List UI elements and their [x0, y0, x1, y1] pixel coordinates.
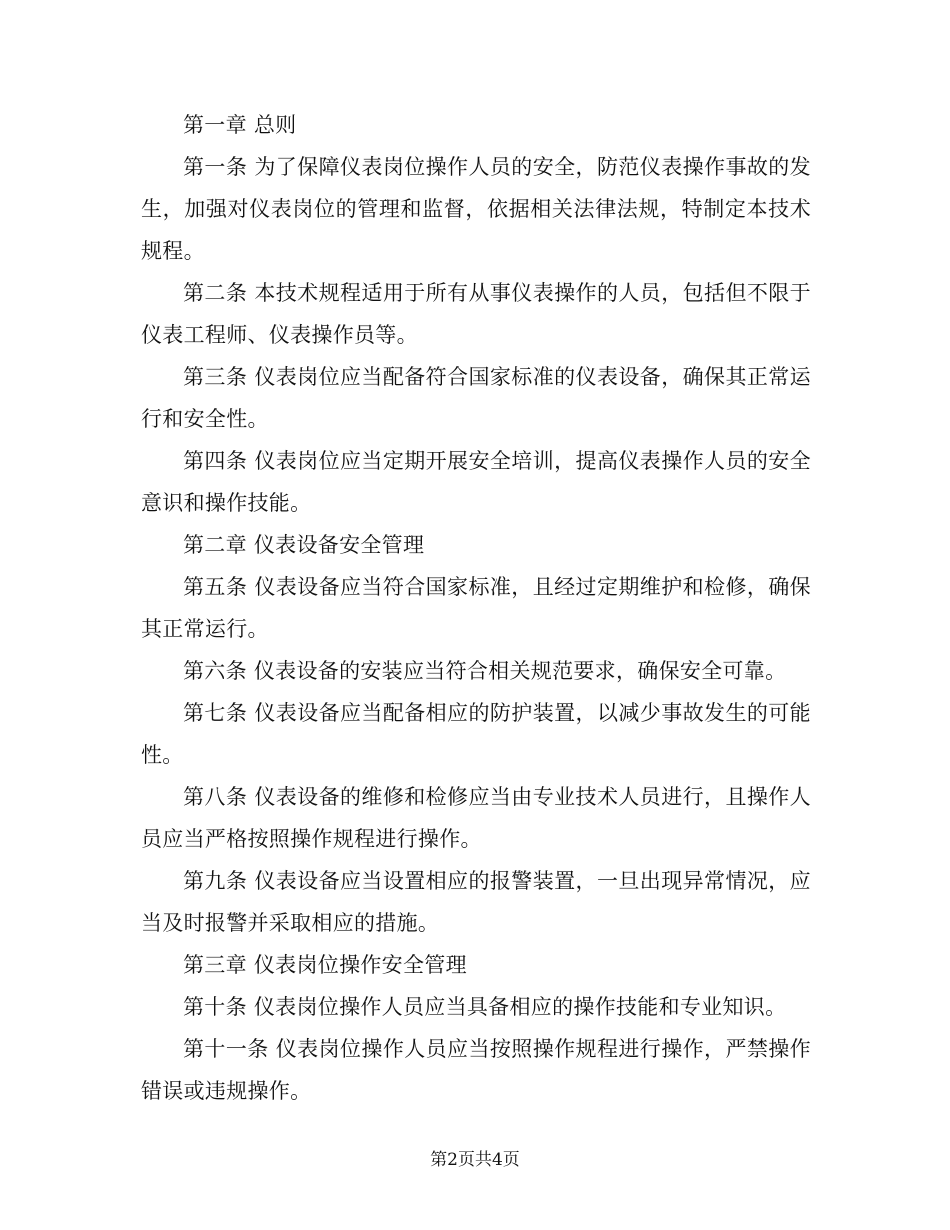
article-paragraph: 第十一条 仪表岗位操作人员应当按照操作规程进行操作，严禁操作错误或违规操作。: [141, 1037, 811, 1103]
article-paragraph: 第二条 本技术规程适用于所有从事仪表操作的人员，包括但不限于仪表工程师、仪表操作员等。: [141, 281, 811, 347]
article-paragraph: 第七条 仪表设备应当配备相应的防护装置，以减少事故发生的可能性。: [141, 701, 811, 767]
article-paragraph: 第十条 仪表岗位操作人员应当具备相应的操作技能和专业知识。: [183, 995, 787, 1019]
article-paragraph: 第四条 仪表岗位应当定期开展安全培训，提高仪表操作人员的安全意识和操作技能。: [141, 449, 811, 515]
article-paragraph: 第一条 为了保障仪表岗位操作人员的安全，防范仪表操作事故的发生，加强对仪表岗位的管理和监督，依据相关法律法规，特制定本技术规程。: [141, 155, 811, 263]
article-paragraph: 第五条 仪表设备应当符合国家标准，且经过定期维护和检修，确保其正常运行。: [141, 575, 811, 641]
article-paragraph: 第九条 仪表设备应当设置相应的报警装置，一旦出现异常情况，应当及时报警并采取相应的措施。: [141, 869, 811, 935]
page-number: 第2页共4页: [430, 1150, 520, 1170]
chapter-heading: 第三章 仪表岗位操作安全管理: [183, 953, 467, 977]
chapter-heading: 第一章 总则: [183, 113, 297, 137]
article-paragraph: 第八条 仪表设备的维修和检修应当由专业技术人员进行，且操作人员应当严格按照操作规程进行操作。: [141, 785, 811, 851]
chapter-heading: 第二章 仪表设备安全管理: [183, 533, 425, 557]
article-paragraph: 第三条 仪表岗位应当配备符合国家标准的仪表设备，确保其正常运行和安全性。: [141, 365, 811, 431]
document-body: [141, 104, 811, 1112]
article-paragraph: 第六条 仪表设备的安装应当符合相关规范要求，确保安全可靠。: [183, 659, 787, 683]
